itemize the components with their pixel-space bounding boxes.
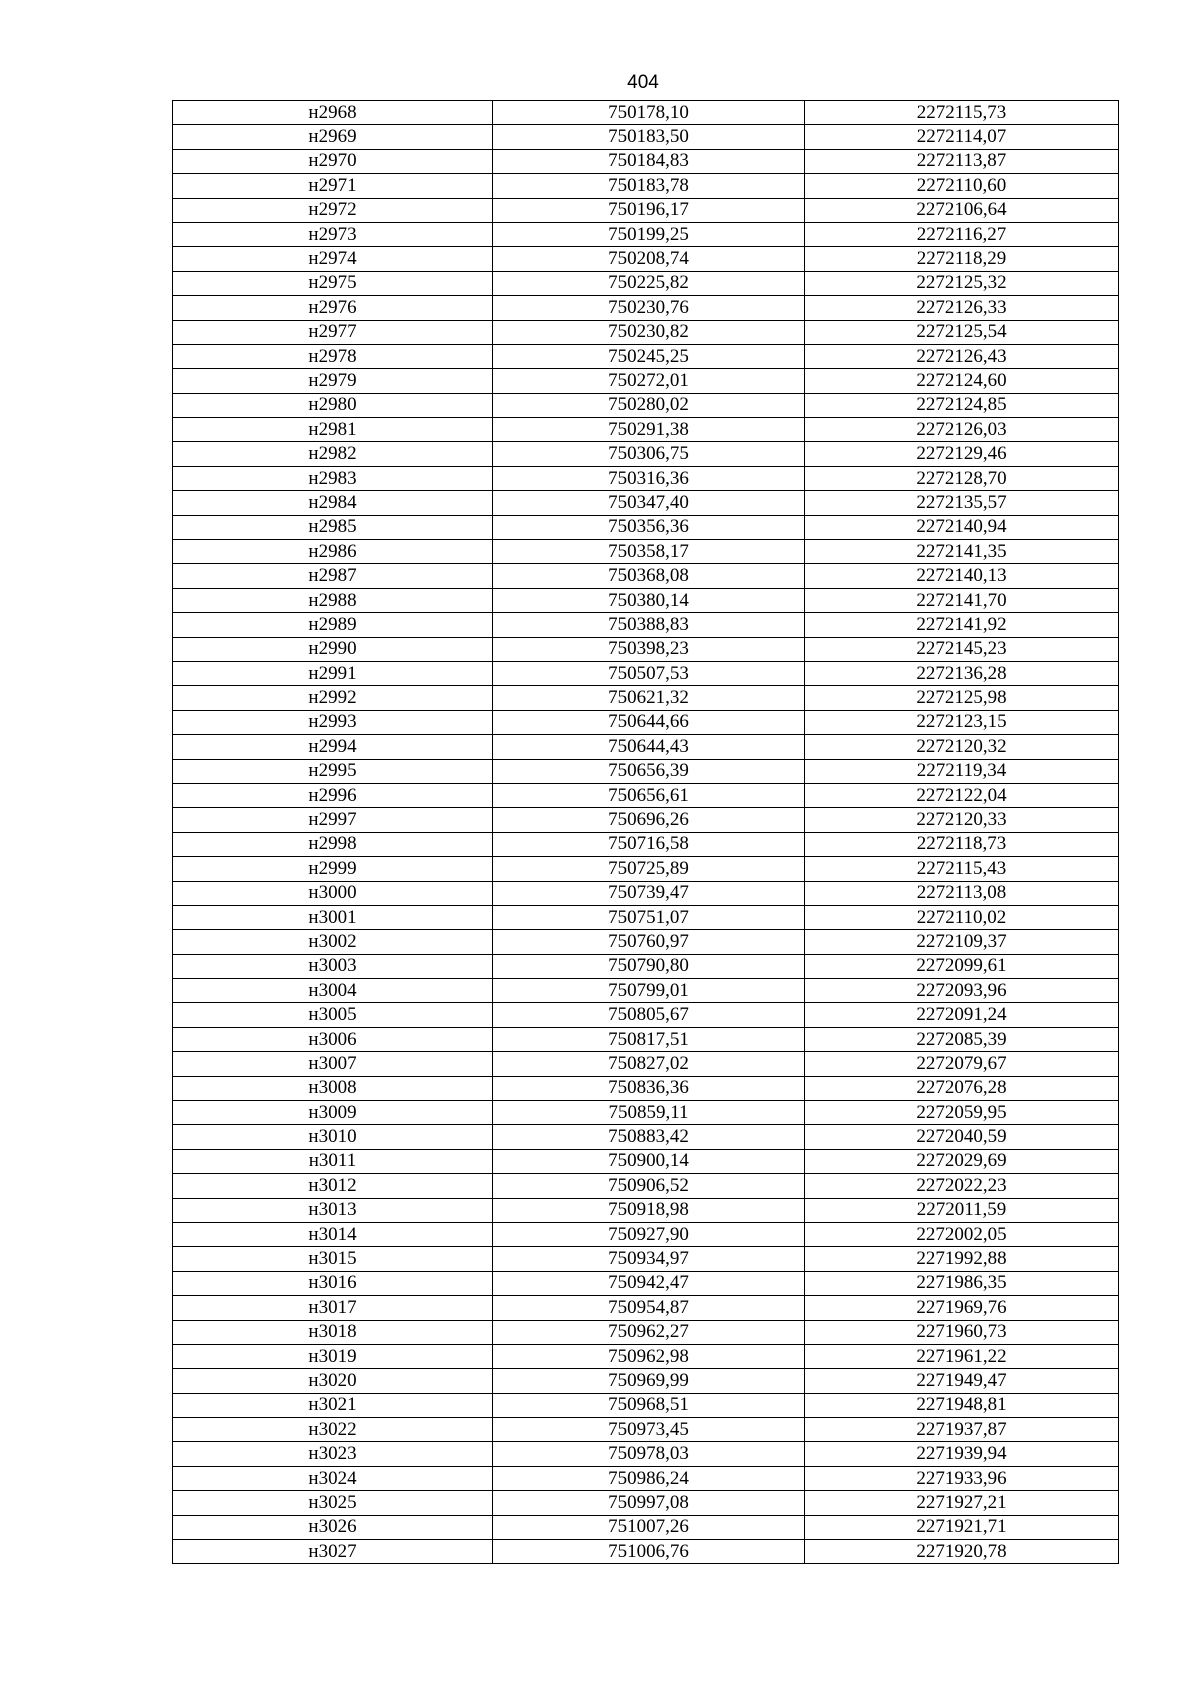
point-id-cell: н2971	[173, 174, 493, 198]
y-coordinate-cell: 2272125,32	[805, 271, 1119, 295]
x-coordinate-cell: 750184,83	[493, 149, 805, 173]
y-coordinate-cell: 2272145,23	[805, 637, 1119, 661]
y-coordinate-cell: 2272126,43	[805, 344, 1119, 368]
x-coordinate-cell: 750398,23	[493, 637, 805, 661]
y-coordinate-cell: 2272128,70	[805, 466, 1119, 490]
table-row	[173, 174, 1119, 198]
point-id-cell: н3019	[173, 1344, 493, 1368]
y-coordinate-cell: 2272141,35	[805, 540, 1119, 564]
point-id-cell: н2976	[173, 296, 493, 320]
y-coordinate-cell: 2272040,59	[805, 1125, 1119, 1149]
x-coordinate-cell: 750934,97	[493, 1247, 805, 1271]
x-coordinate-cell: 750230,82	[493, 320, 805, 344]
y-coordinate-cell: 2272079,67	[805, 1052, 1119, 1076]
y-coordinate-cell: 2271960,73	[805, 1320, 1119, 1344]
table-row	[173, 588, 1119, 612]
point-id-cell: н3000	[173, 881, 493, 905]
y-coordinate-cell: 2272085,39	[805, 1027, 1119, 1051]
point-id-cell: н2999	[173, 857, 493, 881]
x-coordinate-cell: 750942,47	[493, 1271, 805, 1295]
point-id-cell: н3006	[173, 1027, 493, 1051]
y-coordinate-cell: 2271927,21	[805, 1491, 1119, 1515]
x-coordinate-cell: 750245,25	[493, 344, 805, 368]
point-id-cell: н2995	[173, 759, 493, 783]
table-row	[173, 296, 1119, 320]
x-coordinate-cell: 750196,17	[493, 198, 805, 222]
point-id-cell: н3014	[173, 1222, 493, 1246]
point-id-cell: н2970	[173, 149, 493, 173]
y-coordinate-cell: 2271961,22	[805, 1344, 1119, 1368]
x-coordinate-cell: 750178,10	[493, 101, 805, 125]
y-coordinate-cell: 2272118,29	[805, 247, 1119, 271]
x-coordinate-cell: 751007,26	[493, 1515, 805, 1539]
table-row	[173, 125, 1119, 149]
x-coordinate-cell: 750716,58	[493, 832, 805, 856]
point-id-cell: н3009	[173, 1101, 493, 1125]
point-id-cell: н2983	[173, 466, 493, 490]
table-row	[173, 1174, 1119, 1198]
point-id-cell: н3007	[173, 1052, 493, 1076]
x-coordinate-cell: 750969,99	[493, 1369, 805, 1393]
point-id-cell: н2986	[173, 540, 493, 564]
x-coordinate-cell: 750883,42	[493, 1125, 805, 1149]
y-coordinate-cell: 2272106,64	[805, 198, 1119, 222]
point-id-cell: н3017	[173, 1296, 493, 1320]
y-coordinate-cell: 2272125,54	[805, 320, 1119, 344]
point-id-cell: н2990	[173, 637, 493, 661]
table-row	[173, 1320, 1119, 1344]
y-coordinate-cell: 2272135,57	[805, 491, 1119, 515]
point-id-cell: н3020	[173, 1369, 493, 1393]
x-coordinate-cell: 750621,32	[493, 686, 805, 710]
table-row	[173, 1418, 1119, 1442]
x-coordinate-cell: 750918,98	[493, 1198, 805, 1222]
y-coordinate-cell: 2272118,73	[805, 832, 1119, 856]
x-coordinate-cell: 750644,43	[493, 735, 805, 759]
coordinates-table	[172, 100, 1119, 1564]
point-id-cell: н2982	[173, 442, 493, 466]
point-id-cell: н2992	[173, 686, 493, 710]
x-coordinate-cell: 750790,80	[493, 954, 805, 978]
point-id-cell: н2980	[173, 393, 493, 417]
table-row	[173, 1296, 1119, 1320]
y-coordinate-cell: 2272099,61	[805, 954, 1119, 978]
table-row	[173, 1052, 1119, 1076]
point-id-cell: н2988	[173, 588, 493, 612]
y-coordinate-cell: 2272059,95	[805, 1101, 1119, 1125]
point-id-cell: н3004	[173, 979, 493, 1003]
x-coordinate-cell: 750817,51	[493, 1027, 805, 1051]
x-coordinate-cell: 750306,75	[493, 442, 805, 466]
y-coordinate-cell: 2272124,60	[805, 369, 1119, 393]
table-row	[173, 271, 1119, 295]
y-coordinate-cell: 2271969,76	[805, 1296, 1119, 1320]
x-coordinate-cell: 750836,36	[493, 1076, 805, 1100]
x-coordinate-cell: 750799,01	[493, 979, 805, 1003]
x-coordinate-cell: 750962,98	[493, 1344, 805, 1368]
y-coordinate-cell: 2271933,96	[805, 1466, 1119, 1490]
point-id-cell: н3012	[173, 1174, 493, 1198]
x-coordinate-cell: 750225,82	[493, 271, 805, 295]
x-coordinate-cell: 750230,76	[493, 296, 805, 320]
point-id-cell: н3016	[173, 1271, 493, 1295]
y-coordinate-cell: 2272093,96	[805, 979, 1119, 1003]
y-coordinate-cell: 2272110,60	[805, 174, 1119, 198]
table-row	[173, 1540, 1119, 1564]
table-row	[173, 613, 1119, 637]
x-coordinate-cell: 750656,39	[493, 759, 805, 783]
y-coordinate-cell: 2272109,37	[805, 930, 1119, 954]
point-id-cell: н3008	[173, 1076, 493, 1100]
table-row	[173, 1271, 1119, 1295]
y-coordinate-cell: 2272116,27	[805, 222, 1119, 246]
table-row	[173, 1027, 1119, 1051]
table-row	[173, 101, 1119, 125]
x-coordinate-cell: 750900,14	[493, 1149, 805, 1173]
y-coordinate-cell: 2272120,33	[805, 808, 1119, 832]
x-coordinate-cell: 750978,03	[493, 1442, 805, 1466]
table-row	[173, 491, 1119, 515]
y-coordinate-cell: 2272123,15	[805, 710, 1119, 734]
point-id-cell: н2973	[173, 222, 493, 246]
x-coordinate-cell: 750968,51	[493, 1393, 805, 1417]
table-row	[173, 515, 1119, 539]
x-coordinate-cell: 750725,89	[493, 857, 805, 881]
point-id-cell: н2979	[173, 369, 493, 393]
table-row	[173, 344, 1119, 368]
table-row	[173, 1198, 1119, 1222]
table-row	[173, 1149, 1119, 1173]
point-id-cell: н2978	[173, 344, 493, 368]
table-row	[173, 857, 1119, 881]
point-id-cell: н3003	[173, 954, 493, 978]
point-id-cell: н3001	[173, 905, 493, 929]
point-id-cell: н3005	[173, 1003, 493, 1027]
y-coordinate-cell: 2271937,87	[805, 1418, 1119, 1442]
x-coordinate-cell: 750358,17	[493, 540, 805, 564]
x-coordinate-cell: 750827,02	[493, 1052, 805, 1076]
y-coordinate-cell: 2272029,69	[805, 1149, 1119, 1173]
y-coordinate-cell: 2272126,03	[805, 418, 1119, 442]
table-row	[173, 540, 1119, 564]
y-coordinate-cell: 2272141,70	[805, 588, 1119, 612]
y-coordinate-cell: 2272136,28	[805, 661, 1119, 685]
x-coordinate-cell: 750368,08	[493, 564, 805, 588]
y-coordinate-cell: 2272125,98	[805, 686, 1119, 710]
point-id-cell: н2991	[173, 661, 493, 685]
point-id-cell: н2972	[173, 198, 493, 222]
x-coordinate-cell: 750199,25	[493, 222, 805, 246]
y-coordinate-cell: 2272140,13	[805, 564, 1119, 588]
table-row	[173, 954, 1119, 978]
point-id-cell: н3018	[173, 1320, 493, 1344]
x-coordinate-cell: 750739,47	[493, 881, 805, 905]
point-id-cell: н3024	[173, 1466, 493, 1490]
x-coordinate-cell: 750208,74	[493, 247, 805, 271]
point-id-cell: н2977	[173, 320, 493, 344]
x-coordinate-cell: 750760,97	[493, 930, 805, 954]
x-coordinate-cell: 750183,50	[493, 125, 805, 149]
page-number: 404	[627, 72, 659, 93]
point-id-cell: н3023	[173, 1442, 493, 1466]
y-coordinate-cell: 2271949,47	[805, 1369, 1119, 1393]
point-id-cell: н3002	[173, 930, 493, 954]
table-row	[173, 710, 1119, 734]
point-id-cell: н2997	[173, 808, 493, 832]
table-row	[173, 832, 1119, 856]
point-id-cell: н3013	[173, 1198, 493, 1222]
y-coordinate-cell: 2272140,94	[805, 515, 1119, 539]
table-row	[173, 930, 1119, 954]
table-row	[173, 1344, 1119, 1368]
table-row	[173, 905, 1119, 929]
table-row	[173, 1101, 1119, 1125]
y-coordinate-cell: 2272114,07	[805, 125, 1119, 149]
x-coordinate-cell: 750962,27	[493, 1320, 805, 1344]
y-coordinate-cell: 2271948,81	[805, 1393, 1119, 1417]
table-row	[173, 637, 1119, 661]
table-row	[173, 1222, 1119, 1246]
point-id-cell: н2989	[173, 613, 493, 637]
point-id-cell: н3022	[173, 1418, 493, 1442]
point-id-cell: н3015	[173, 1247, 493, 1271]
y-coordinate-cell: 2272115,43	[805, 857, 1119, 881]
table-row	[173, 1125, 1119, 1149]
table-row	[173, 442, 1119, 466]
point-id-cell: н2985	[173, 515, 493, 539]
table-row	[173, 1515, 1119, 1539]
x-coordinate-cell: 750751,07	[493, 905, 805, 929]
x-coordinate-cell: 750316,36	[493, 466, 805, 490]
table-row	[173, 661, 1119, 685]
point-id-cell: н2969	[173, 125, 493, 149]
point-id-cell: н2981	[173, 418, 493, 442]
x-coordinate-cell: 750906,52	[493, 1174, 805, 1198]
table-row	[173, 808, 1119, 832]
x-coordinate-cell: 750997,08	[493, 1491, 805, 1515]
point-id-cell: н3021	[173, 1393, 493, 1417]
table-row	[173, 393, 1119, 417]
x-coordinate-cell: 750347,40	[493, 491, 805, 515]
table-row	[173, 1003, 1119, 1027]
y-coordinate-cell: 2272119,34	[805, 759, 1119, 783]
point-id-cell: н2993	[173, 710, 493, 734]
table-row	[173, 1076, 1119, 1100]
table-row	[173, 1466, 1119, 1490]
x-coordinate-cell: 750507,53	[493, 661, 805, 685]
y-coordinate-cell: 2272115,73	[805, 101, 1119, 125]
y-coordinate-cell: 2272124,85	[805, 393, 1119, 417]
y-coordinate-cell: 2271992,88	[805, 1247, 1119, 1271]
point-id-cell: н3026	[173, 1515, 493, 1539]
point-id-cell: н2974	[173, 247, 493, 271]
table-row	[173, 369, 1119, 393]
y-coordinate-cell: 2272120,32	[805, 735, 1119, 759]
point-id-cell: н3025	[173, 1491, 493, 1515]
table-row	[173, 1491, 1119, 1515]
point-id-cell: н2968	[173, 101, 493, 125]
x-coordinate-cell: 750380,14	[493, 588, 805, 612]
coordinates-table-body	[173, 101, 1119, 1564]
point-id-cell: н2975	[173, 271, 493, 295]
x-coordinate-cell: 750927,90	[493, 1222, 805, 1246]
table-row	[173, 1442, 1119, 1466]
y-coordinate-cell: 2272091,24	[805, 1003, 1119, 1027]
y-coordinate-cell: 2272122,04	[805, 783, 1119, 807]
point-id-cell: н2994	[173, 735, 493, 759]
x-coordinate-cell: 750291,38	[493, 418, 805, 442]
table-row	[173, 979, 1119, 1003]
x-coordinate-cell: 750356,36	[493, 515, 805, 539]
point-id-cell: н2984	[173, 491, 493, 515]
y-coordinate-cell: 2272002,05	[805, 1222, 1119, 1246]
table-row	[173, 881, 1119, 905]
x-coordinate-cell: 751006,76	[493, 1540, 805, 1564]
x-coordinate-cell: 750280,02	[493, 393, 805, 417]
x-coordinate-cell: 750696,26	[493, 808, 805, 832]
y-coordinate-cell: 2272129,46	[805, 442, 1119, 466]
y-coordinate-cell: 2271939,94	[805, 1442, 1119, 1466]
x-coordinate-cell: 750986,24	[493, 1466, 805, 1490]
x-coordinate-cell: 750388,83	[493, 613, 805, 637]
y-coordinate-cell: 2272011,59	[805, 1198, 1119, 1222]
x-coordinate-cell: 750644,66	[493, 710, 805, 734]
y-coordinate-cell: 2272022,23	[805, 1174, 1119, 1198]
table-row	[173, 1393, 1119, 1417]
table-row	[173, 418, 1119, 442]
y-coordinate-cell: 2272113,87	[805, 149, 1119, 173]
y-coordinate-cell: 2271986,35	[805, 1271, 1119, 1295]
point-id-cell: н3027	[173, 1540, 493, 1564]
x-coordinate-cell: 750656,61	[493, 783, 805, 807]
table-row	[173, 466, 1119, 490]
table-row	[173, 222, 1119, 246]
x-coordinate-cell: 750954,87	[493, 1296, 805, 1320]
point-id-cell: н3010	[173, 1125, 493, 1149]
x-coordinate-cell: 750973,45	[493, 1418, 805, 1442]
y-coordinate-cell: 2272110,02	[805, 905, 1119, 929]
table-row	[173, 564, 1119, 588]
x-coordinate-cell: 750272,01	[493, 369, 805, 393]
y-coordinate-cell: 2271920,78	[805, 1540, 1119, 1564]
point-id-cell: н2987	[173, 564, 493, 588]
y-coordinate-cell: 2272076,28	[805, 1076, 1119, 1100]
table-row	[173, 783, 1119, 807]
table-row	[173, 759, 1119, 783]
table-row	[173, 149, 1119, 173]
table-row	[173, 735, 1119, 759]
y-coordinate-cell: 2272113,08	[805, 881, 1119, 905]
x-coordinate-cell: 750805,67	[493, 1003, 805, 1027]
table-row	[173, 320, 1119, 344]
y-coordinate-cell: 2272141,92	[805, 613, 1119, 637]
point-id-cell: н3011	[173, 1149, 493, 1173]
table-row	[173, 1369, 1119, 1393]
table-row	[173, 247, 1119, 271]
x-coordinate-cell: 750183,78	[493, 174, 805, 198]
table-row	[173, 686, 1119, 710]
table-row	[173, 198, 1119, 222]
y-coordinate-cell: 2272126,33	[805, 296, 1119, 320]
point-id-cell: н2996	[173, 783, 493, 807]
table-row	[173, 1247, 1119, 1271]
y-coordinate-cell: 2271921,71	[805, 1515, 1119, 1539]
point-id-cell: н2998	[173, 832, 493, 856]
x-coordinate-cell: 750859,11	[493, 1101, 805, 1125]
